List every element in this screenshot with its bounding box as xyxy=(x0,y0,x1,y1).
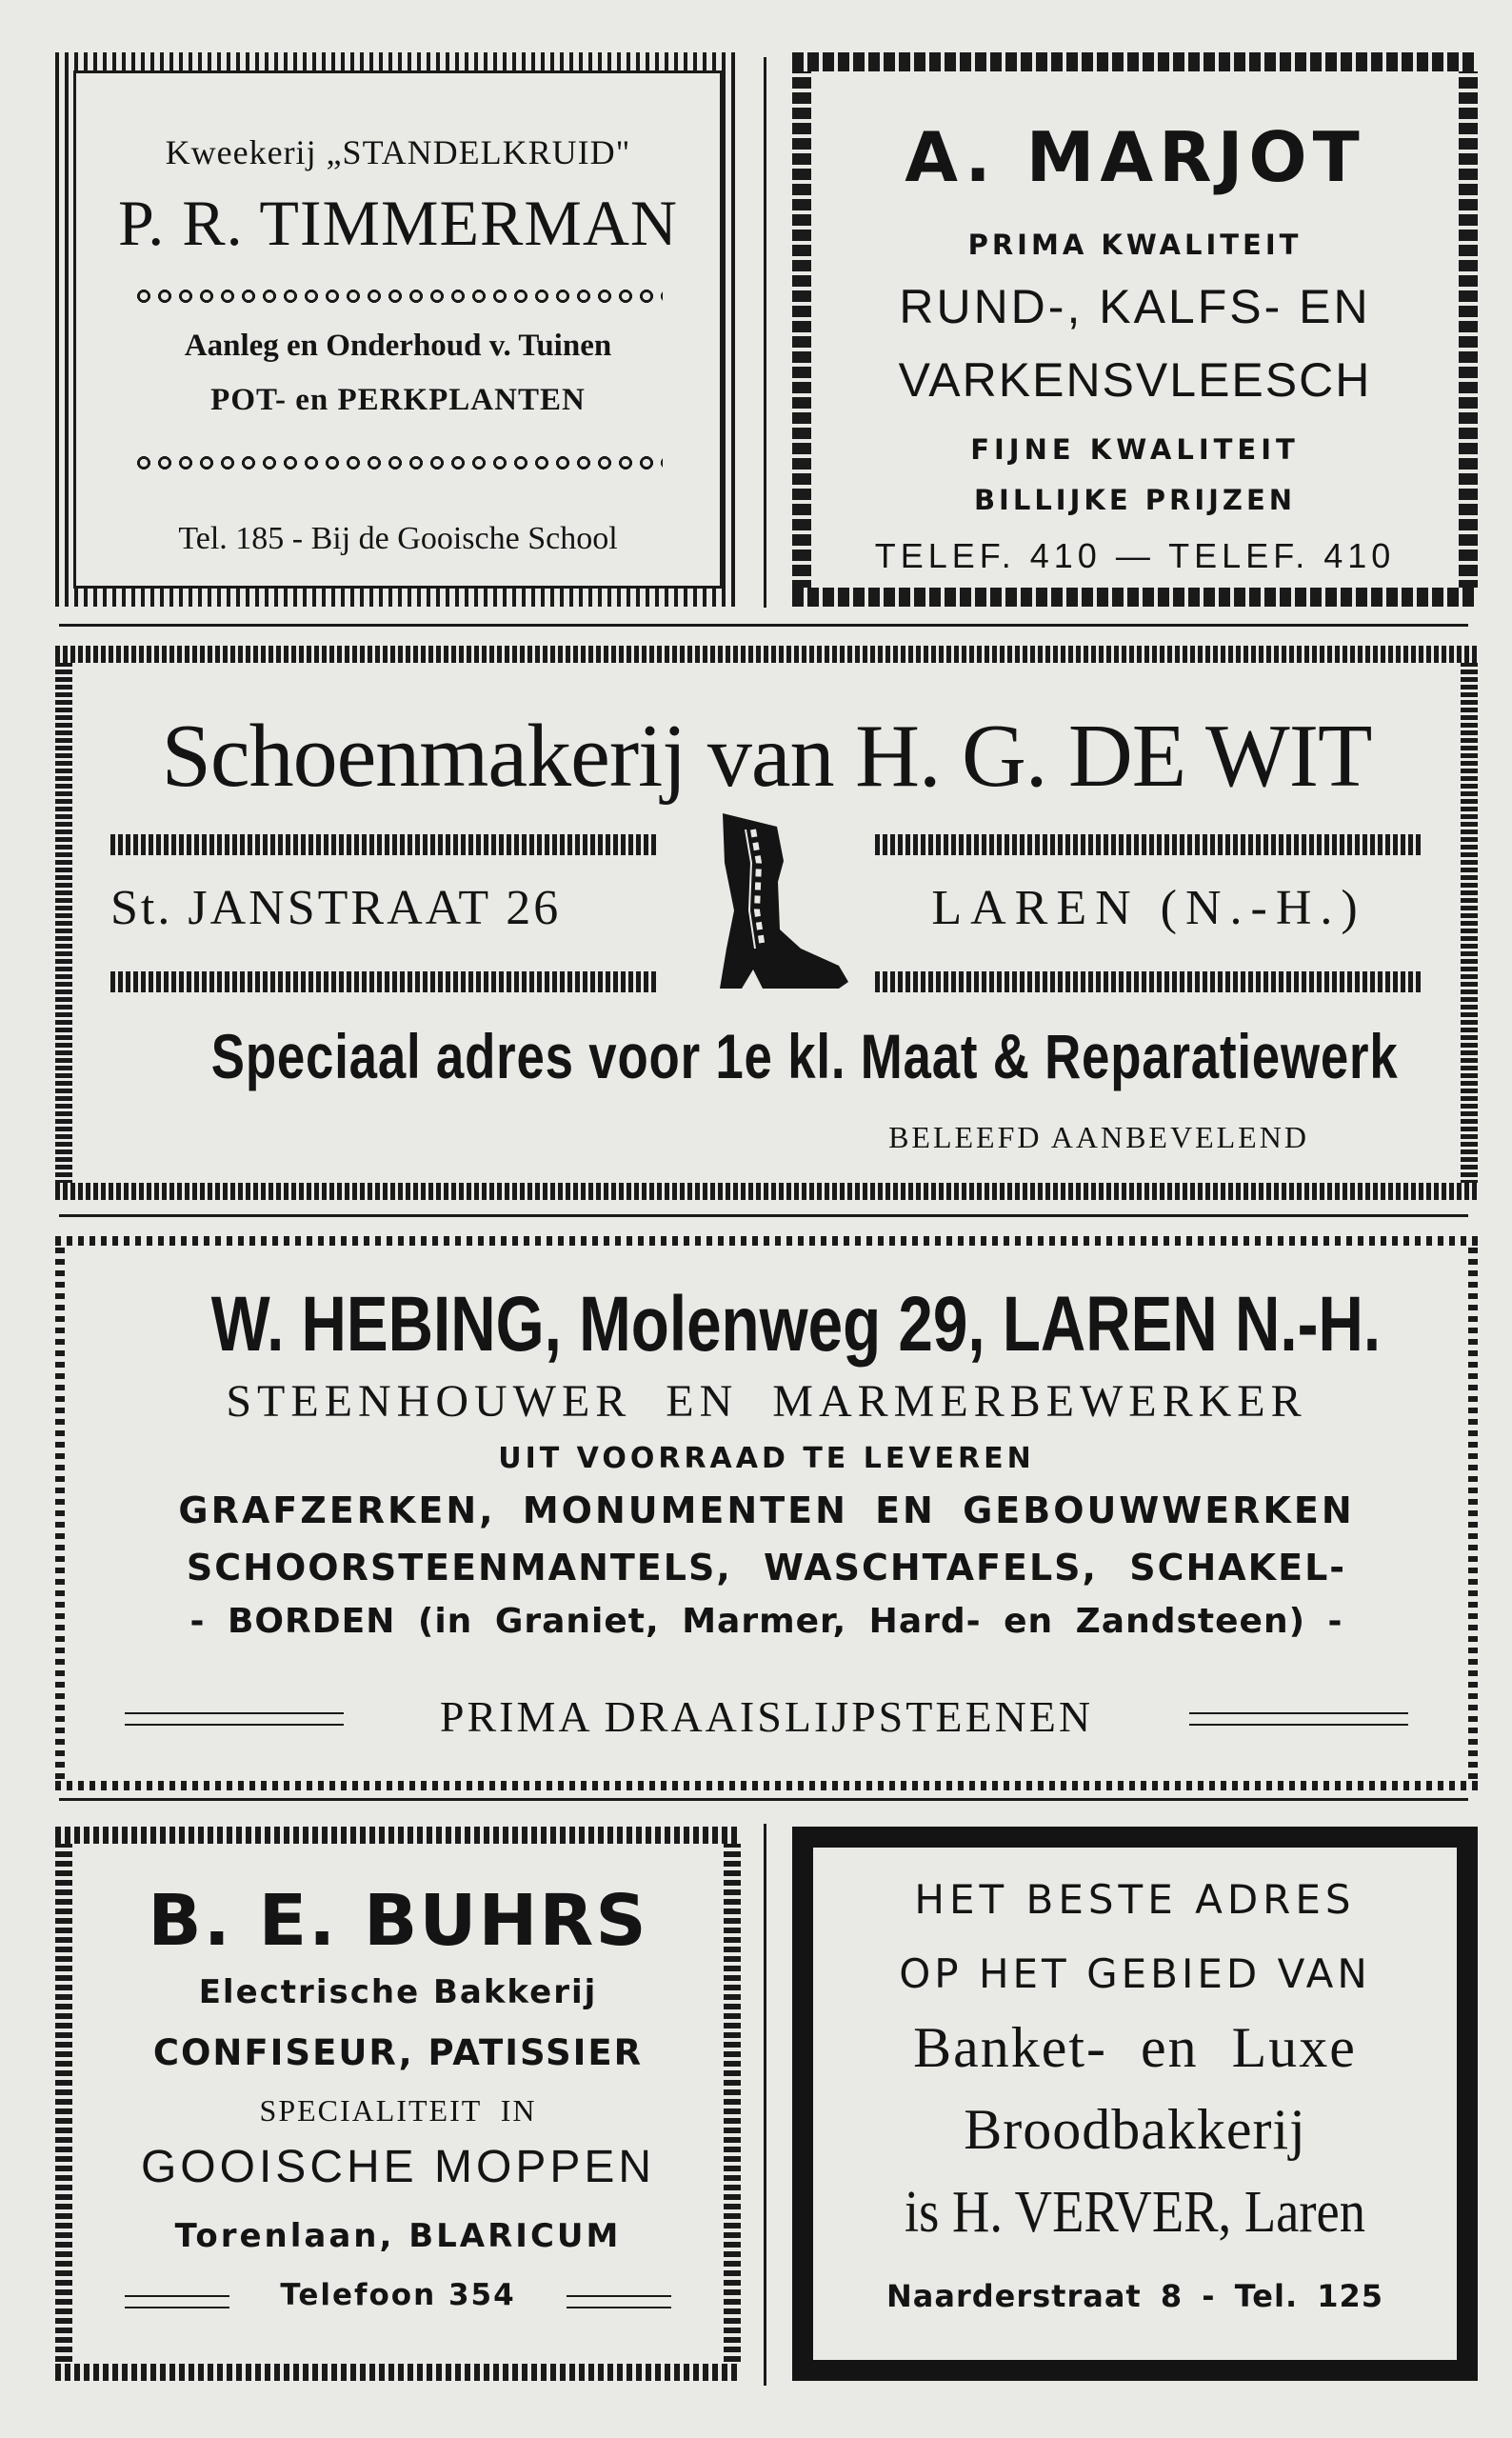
ornament-rule xyxy=(1189,1712,1408,1726)
hebing-stock: UIT VOORRAAD TE LEVEREN xyxy=(498,1442,1035,1475)
hebing-title: W. HEBING, Molenweg 29, LAREN N.-H. xyxy=(210,1281,1382,1368)
buhrs-moppen: GOOISCHE MOPPEN xyxy=(140,2142,656,2192)
ornament-strip xyxy=(133,454,663,471)
hebing-trade: STEENHOUWER EN MARMERBEWERKER xyxy=(226,1376,1307,1427)
timmerman-phone: Tel. 185 - Bij de Gooische School xyxy=(178,521,618,556)
ornament-strip xyxy=(875,834,1422,855)
verver-line1: HET BESTE ADRES xyxy=(914,1876,1356,1923)
dewit-city: LAREN (N.-H.) xyxy=(931,881,1366,935)
timmerman-nursery: Kweekerij „STANDELKRUID" xyxy=(165,133,631,171)
buhrs-speciality: SPECIALITEIT IN xyxy=(259,2093,537,2128)
section-divider-2 xyxy=(59,1214,1468,1217)
buhrs-confiseur: CONFISEUR, PATISSIER xyxy=(152,2032,644,2073)
column-divider-top xyxy=(764,57,766,608)
boot-icon xyxy=(696,806,858,996)
verver-line5: is H. VERVER, Laren xyxy=(904,2180,1366,2245)
marjot-quality: PRIMA KWALITEIT xyxy=(967,229,1303,261)
ornament-rule xyxy=(567,2295,671,2308)
verver-line3: Banket- en Luxe xyxy=(913,2016,1357,2079)
section-divider-1 xyxy=(59,624,1468,627)
timmerman-plants: POT- en PERKPLANTEN xyxy=(210,383,586,417)
buhrs-name: B. E. BUHRS xyxy=(148,1880,648,1962)
dewit-sign-off: BELEEFD AANBEVELEND xyxy=(888,1120,1309,1154)
ad-hebing xyxy=(55,1236,1478,1790)
timmerman-name: P. R. TIMMERMAN xyxy=(117,187,679,259)
marjot-name: A. MARJOT xyxy=(905,117,1365,197)
ad-de-wit xyxy=(55,646,1478,1200)
hebing-materials: - BORDEN (in Graniet, Marmer, Hard- en Zandsteen) - xyxy=(189,1602,1343,1641)
dewit-street: St. JANSTRAAT 26 xyxy=(110,881,562,935)
hebing-products-2: SCHOORSTEENMANTELS, WASCHTAFELS, SCHAKEL- xyxy=(186,1547,1347,1589)
verver-line4: Broodbakkerij xyxy=(964,2098,1306,2161)
ad-timmerman xyxy=(55,52,741,607)
ad-marjot xyxy=(792,52,1478,607)
ornament-strip xyxy=(875,971,1422,992)
hebing-products-1: GRAFZERKEN, MONUMENTEN EN GEBOUWWERKEN xyxy=(178,1489,1355,1531)
hebing-whetstones: PRIMA DRAAISLIJPSTEENEN xyxy=(439,1692,1094,1741)
marjot-meat-2: VARKENSVLEESCH xyxy=(898,353,1372,407)
section-divider-3 xyxy=(59,1798,1468,1801)
marjot-fine: FIJNE KWALITEIT xyxy=(970,433,1300,466)
ornament-strip xyxy=(133,288,663,305)
dewit-slogan: Speciaal adres voor 1e kl. Maat & Reparatiewerk xyxy=(210,1021,1399,1091)
dewit-title: Schoenmakerij van H. G. DE WIT xyxy=(161,707,1372,806)
ornament-strip xyxy=(110,971,658,992)
verver-line2: OP HET GEBIED VAN xyxy=(899,1950,1371,1997)
buhrs-bakery: Electrische Bakkerij xyxy=(198,1973,598,2011)
buhrs-phone: Telefoon 354 xyxy=(280,2278,516,2312)
ad-verver xyxy=(792,1827,1478,2381)
timmerman-service: Aanleg en Onderhoud v. Tuinen xyxy=(184,329,612,363)
marjot-meat-1: RUND-, KALFS- EN xyxy=(899,280,1371,333)
ad-buhrs xyxy=(55,1827,741,2381)
column-divider-bottom xyxy=(764,1824,766,2386)
ornament-strip xyxy=(110,834,658,855)
buhrs-address: Torenlaan, BLARICUM xyxy=(174,2217,622,2255)
verver-address: Naarderstraat 8 - Tel. 125 xyxy=(885,2278,1384,2314)
marjot-phone: TELEF. 410 — TELEF. 410 xyxy=(874,536,1396,575)
marjot-prices: BILLIJKE PRIJZEN xyxy=(973,484,1297,516)
